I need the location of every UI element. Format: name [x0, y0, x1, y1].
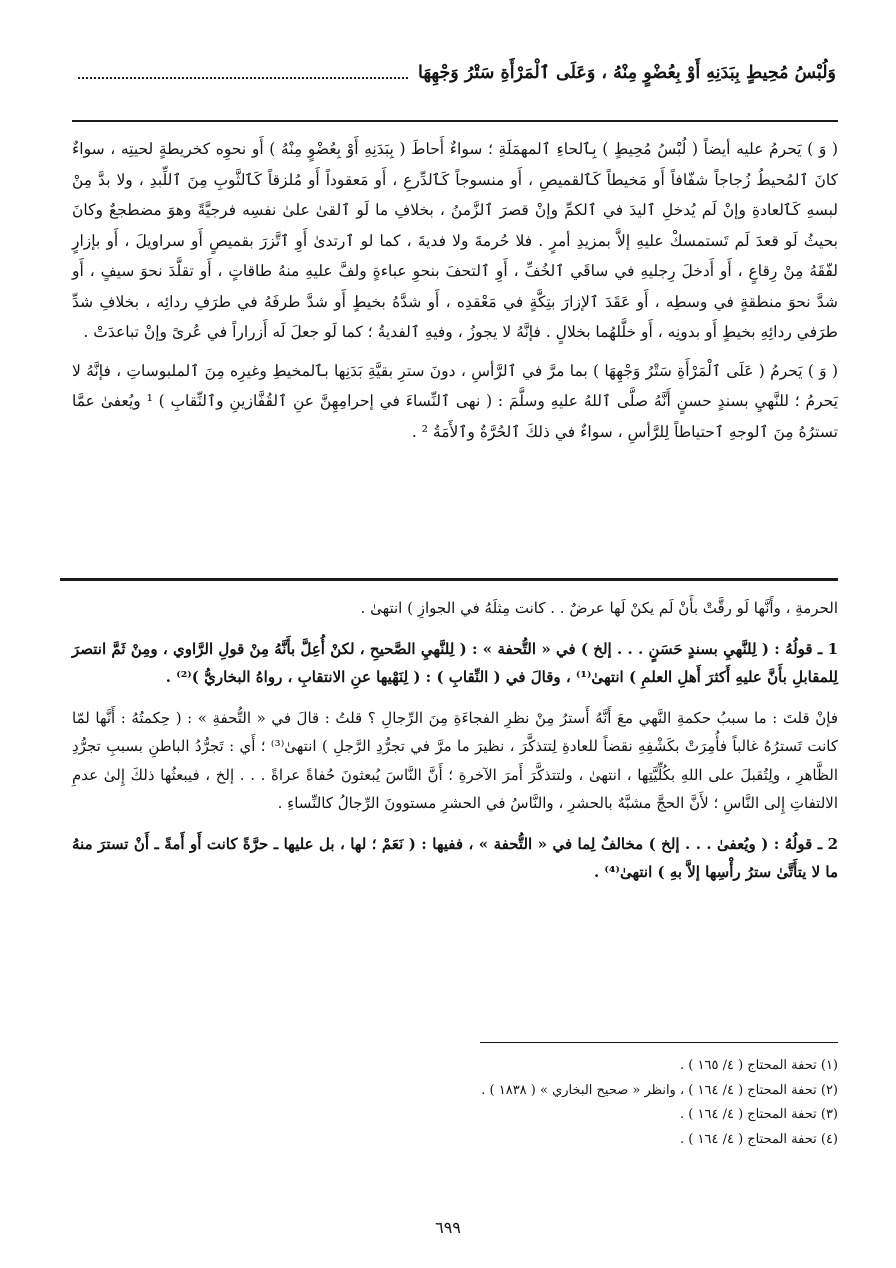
commentary-block — [72, 134, 838, 455]
marginal-notes-block — [72, 594, 838, 899]
footnote-item: (١) تحفة المحتاج ( ٤/ ١٦٥ ) . — [680, 1058, 838, 1073]
page-number: ٦٩٩ — [435, 1218, 461, 1237]
footnote-rule — [480, 1042, 838, 1043]
footnote-item: (٣) تحفة المحتاج ( ٤/ ١٦٤ ) . — [680, 1107, 838, 1122]
footnote-item: (٢) تحفة المحتاج ( ٤/ ١٦٤ ) ، وانظر « صحيح البخاري » ( ١٨٣٨ ) . — [481, 1082, 838, 1098]
note-paragraph: 2 ـ قولُهُ : ( ويُعفىٰ . . . إلخ ) مخالفٌ لِما في « التُّحفة » ، ففيها : ( نَعَمْ ؛ لها ، بل عليها ـ حرَّةً كانت أَو أَمةً ـ أَنْ تسترَ منهُ ما لا يتأَتَّىٰ سترُ رأْسِها إلاَّ بهِ ) انتهىٰ⁽⁴⁾ . — [72, 834, 838, 881]
footnotes — [438, 1054, 838, 1152]
separator-rule — [60, 578, 838, 581]
note-paragraph: الحرمةِ ، وأَنَّها لَو رقَّتْ بأَنْ لَم يكنْ لَها عرضٌ . . كانت مِثلَهُ في الجوازِ ) انتهىٰ . — [360, 599, 838, 617]
note-paragraph: فإنْ قلتَ : ما سببُ حكمةِ النَّهي معَ أَنَّهُ أَسترُ مِنْ نظرِ الفجاءَةِ مِنَ الرِّجالِ ؟ قلتُ : قالَ في « التُّحفةِ » : ( حِكمتُهُ : أَنَّها لمّا كانت تَسترُهُ غالباً فأُمِرَتْ بكَشْفِهِ نقضاً للعادةِ لِتتذكَّرَ ، نظيرَ ما مرَّ في تجرُّدِ الرَّجلِ ) انتهىٰ⁽³⁾ ؛ أَي : تَجرُّدُ الباطنِ بسببِ تجرُّدِ الظَّاهرِ ، ولِتُقبلَ على اللهِ بكُلِّيَّتِها ، انتهىٰ ، ولتتذكَّرَ أَمرَ الآخرةِ ؛ أَنَّ النَّاسَ يُبعثونَ حُفاةً عراةً . . . إلخ ، فيبعثُها ذلكَ إِلىٰ عدمِ الالتفاتِ إِلى النَّاسِ ؛ لأَنَّ الحجَّ مشبَّهٌ بالحشرِ ، والنَّاسُ في الحشرِ مستوونَ الرِّجالُ كالنِّساءِ . — [72, 708, 838, 812]
commentary-paragraph: ( وَ ) يَحرمُ عليه أيضاً ( لُبْسُ مُحِيطٍ ) بِٱلحاءِ ٱلمهمَلَةِ ؛ سواءٌ أَحاطَ ( بِبَدَنِهِ أَوْ بِعُضْوٍ مِنْهُ ) أَو نحوِه كخريطةٍ لحيتِه ، سواءٌ كانَ ٱلمُحيطُ زُجاجاً شفّافاً أَو مَخيطاً كَٱلقميصِ ، أَو منسوجاً كَٱلدِّرعِ ، أَو مَعقوداً أَو مُلزقاً كَٱلثَّوبِ مِنَ ٱللِّبدِ ، ولا بدَّ مِنْ لبسهِ كَٱلعادةِ وإنْ لَم يُدخلِ ٱليدَ في ٱلكمِّ وإنْ قصرَ ٱلزَّمنُ ، بخلافِ ما لَو ٱلقىٰ علىٰ نفسِه فرجيَّةً وهوَ مضطجعٌ وكانَ بحيثُ لَو قعدَ لَم تَستمسكْ عليهِ إلاَّ بمزيدِ أمرٍ . فلا حُرمةَ ولا فديةَ ، كما لو ٱرتدىٰ أَوِ ٱتَّزرَ بقميصٍ أَو سراويلَ ، أَو بإزارٍ لفّقَهُ مِنْ رِقاعٍ ، أَو أَدخلَ رِجليهِ في ساقَي ٱلخُفِّ ، أَوِ ٱلتحفَ بنحوِ عباءةٍ ولفَّ عليهِ منهُ طاقاتٍ ، أَو تقلَّدَ نحوَ سيفٍ ، أَو شدَّ نحوَ منطقةٍ في وسطِه ، أَو عَقَدَ ٱلإزارَ بتِكَّةٍ في مَعْقدِه ، أَو شدَّهُ بخيطٍ أَو شدَّ طرفَهُ في طرَفِ ردائِه ، بخلافِ شدِّ طرَفي ردائِهِ بخيطٍ أَو بدونِه ، أَو خلَّلهُما بخلالٍ . فإنَّهُ لا يجوزُ ، وفيهِ ٱلفديةُ ؛ كما لَو جعلَ لَه أَزراراً في عُرىً وإنْ تباعدَتْ . — [72, 140, 838, 341]
dotted-leader — [78, 67, 408, 79]
matn-line — [78, 56, 836, 90]
footnote-item: (٤) تحفة المحتاج ( ٤/ ١٦٤ ) . — [680, 1131, 838, 1147]
note-paragraph: 1 ـ قولُهُ : ( لِلنَّهيِ بسندٍ حَسَنٍ . . . إلخ ) في « التُّحفة » : ( لِلنَّهيِ الصَّحيحِ ، لكنْ أُعِلَّ بأَنَّهُ مِنْ قولِ الرَّاوي ، ومِنْ ثَمَّ انتصرَ لِلمقابلِ بأَنَّ عليهِ أَكثرَ أَهلِ العلمِ ) انتهىٰ⁽¹⁾ ، وقالَ في ( النِّقابِ ) : ( لِنَهْيها عنِ الانتقابِ ، رواهُ البخاريُّ )⁽²⁾ . — [72, 639, 838, 686]
commentary-paragraph: ( وَ ) يَحرمُ ( عَلَى ٱلْمَرْأَةِ سَتْرُ وَجْهِهَا ) بما مرَّ في ٱلرَّأسِ ، دونَ سترِ بقيَّةِ بَدَنِها بٱلمخيطِ وغيرِه مِنَ ٱلملبوساتِ ، فإنَّهُ لا يَحرمُ ؛ للنَّهيِ بسندٍ حسنٍ أَنَّهُ صلَّى ٱللهُ عليهِ وسلَّمَ : ( نهى ٱلنِّساءَ في إحرامِهِنَّ عنِ ٱلقُفَّازينِ وٱلنِّقابِ ) ¹ ويُعفىٰ عمَّا تسترُهُ مِنَ ٱلوجهِ ٱحتياطاً لِلرَّأسِ ، سواءٌ في ذلكَ ٱلحُرَّةُ وٱلأَمَةُ ² . — [72, 361, 838, 441]
top-rule — [72, 120, 838, 122]
matn-text: وَلُبْسُ مُحِيطٍ بِبَدَنِهِ أَوْ بِعُضْوٍ مِنْهُ ، وَعَلَى ٱلْمَرْأَةِ سَتْرُ وَجْهِهَا — [418, 63, 836, 83]
